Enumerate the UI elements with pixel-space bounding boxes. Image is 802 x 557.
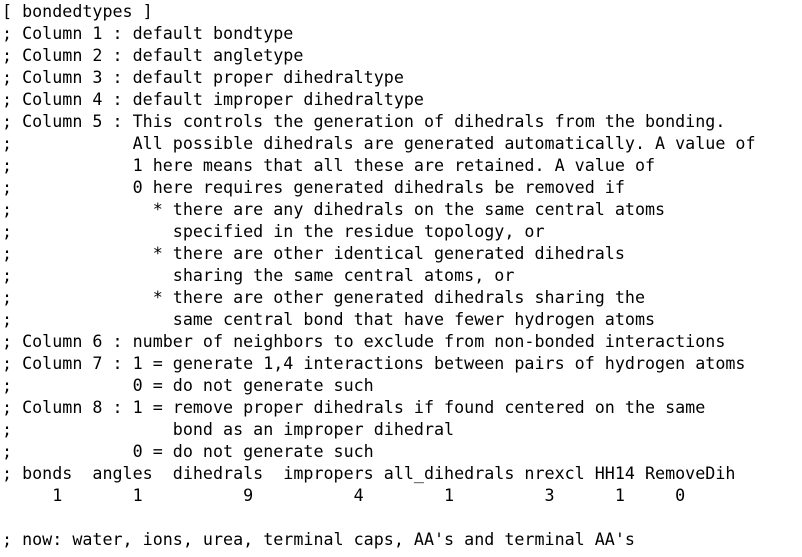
comment-line-column-5: ; Column 5 : This controls the generation of dihedrals from the bonding.: [2, 111, 726, 131]
comment-line: ; bond as an improper dihedral: [2, 419, 455, 439]
topology-text-block: [2, 0, 800, 550]
comment-line-column-4: ; Column 4 : default improper dihedraltype: [2, 89, 424, 109]
comment-line: ; 1 here means that all these are retained. A value of: [2, 155, 656, 175]
comment-line-column-8: ; Column 8 : 1 = remove proper dihedrals if found centered on the same: [2, 397, 706, 417]
column-header-line: ; bonds angles dihedrals impropers all_dihedrals nrexcl HH14 RemoveDih: [2, 463, 736, 483]
comment-line: ; 0 = do not generate such: [2, 441, 374, 461]
comment-line: ; * there are other generated dihedrals sharing the: [2, 287, 645, 307]
trailing-comment-line: ; now: water, ions, urea, terminal caps, AA's and terminal AA's: [2, 529, 635, 549]
section-header: [ bondedtypes ]: [2, 1, 153, 21]
comment-line: ; same central bond that have fewer hydrogen atoms: [2, 309, 656, 329]
blank-line: [2, 506, 800, 528]
comment-line-column-2: ; Column 2 : default angletype: [2, 45, 304, 65]
values-line: 1 1 9 4 1 3 1 0: [2, 485, 686, 505]
comment-line: ; 0 = do not generate such: [2, 375, 374, 395]
comment-line: ; 0 here requires generated dihedrals be removed if: [2, 177, 625, 197]
comment-line: ; sharing the same central atoms, or: [2, 265, 515, 285]
comment-line: ; * there are other identical generated dihedrals: [2, 243, 625, 263]
comment-line-column-7: ; Column 7 : 1 = generate 1,4 interactions between pairs of hydrogen atoms: [2, 353, 746, 373]
comment-line-column-6: ; Column 6 : number of neighbors to exclude from non-bonded interactions: [2, 331, 726, 351]
comment-line: ; All possible dihedrals are generated automatically. A value of: [2, 133, 756, 153]
comment-line-column-3: ; Column 3 : default proper dihedraltype: [2, 67, 404, 87]
comment-line: ; specified in the residue topology, or: [2, 221, 545, 241]
comment-line: ; * there are any dihedrals on the same central atoms: [2, 199, 666, 219]
comment-line-column-1: ; Column 1 : default bondtype: [2, 23, 294, 43]
